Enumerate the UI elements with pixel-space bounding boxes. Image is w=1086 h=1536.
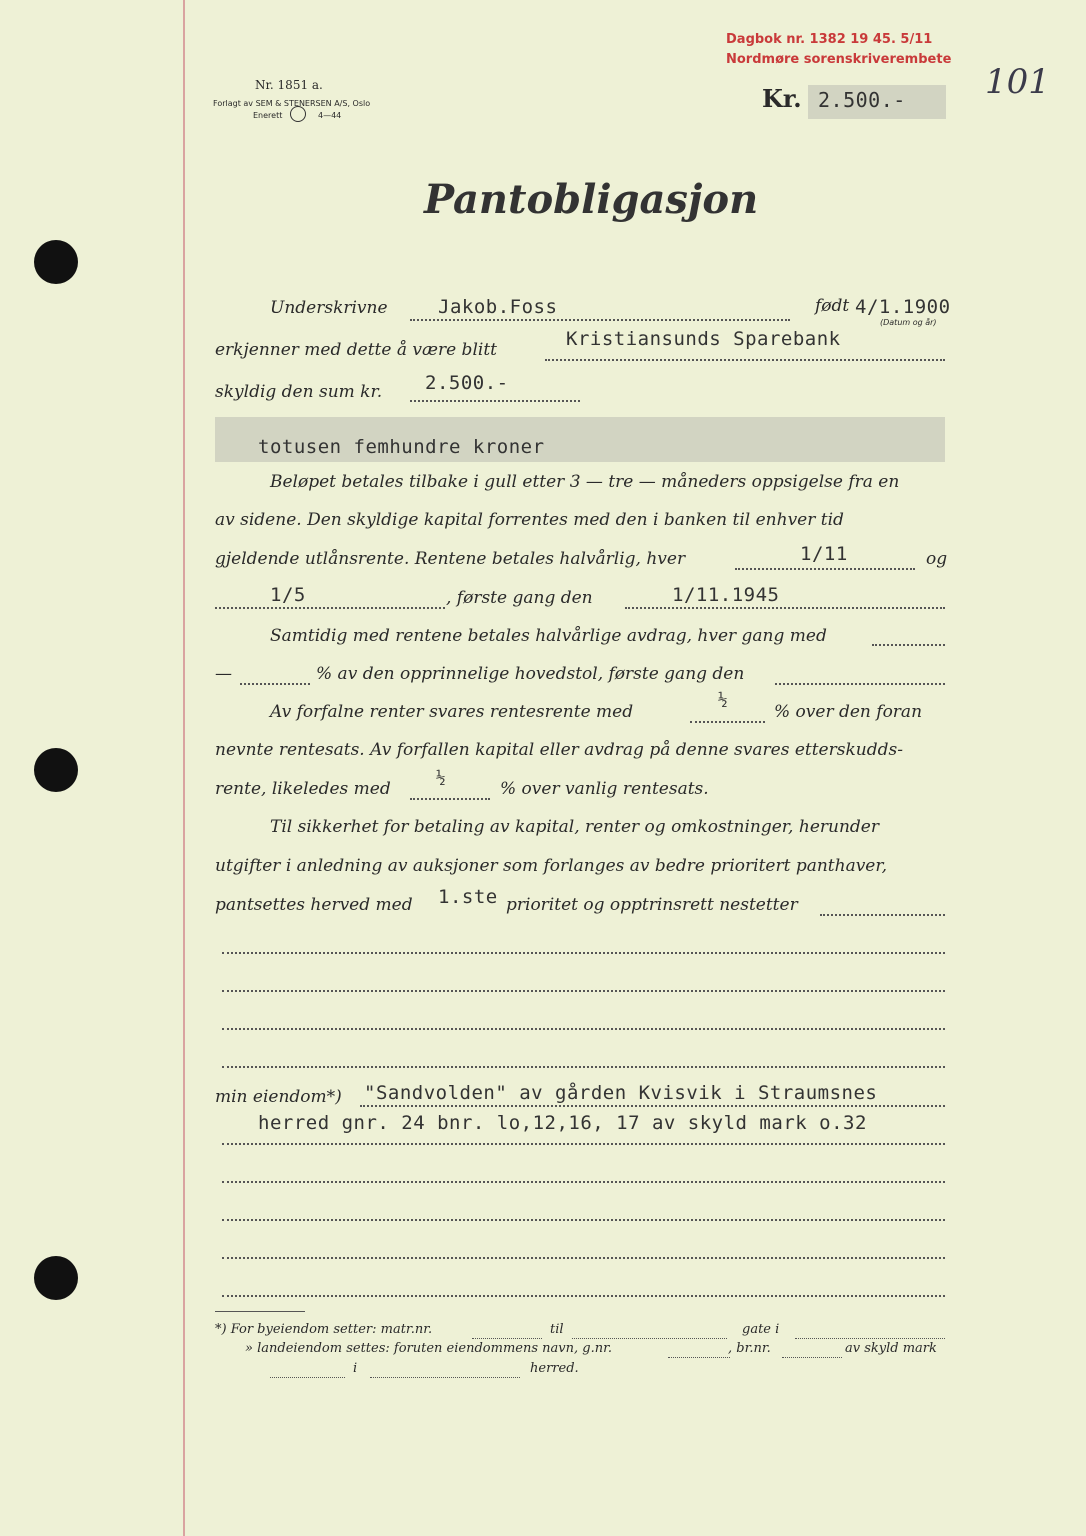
punch-hole [34,240,78,284]
kr-label: Kr. [762,84,802,113]
footnote-line: » landeiendom settes: foruten eiendommens navn, g.nr. [245,1341,612,1356]
publisher-line: Forlagt av SEM & STENERSEN A/S, Oslo [213,99,371,108]
dotted-fill [795,1337,945,1339]
dotted-fill [360,1104,945,1107]
folio-number: 101 [985,62,1050,102]
footnote-line: i [353,1361,358,1376]
text-line: pantsettes herved med [215,895,413,915]
dotted-fill [690,720,765,723]
creditor-name: Kristiansunds Sparebank [566,328,841,350]
text-line: % over vanlig rentesats. [500,779,709,799]
text-line: av sidene. Den skyldige kapital forrentes med den i banken til enhver tid [215,510,844,530]
dotted-fill [820,913,945,916]
dotted-fill [410,399,580,402]
interest-date: 1/11 [800,543,848,565]
sum-amount: 2.500.- [425,372,509,394]
penalty-rate: ½ [718,690,729,709]
amount-words: totusen femhundre kroner [258,436,545,458]
born-label: født [815,296,850,316]
dotted-fill [222,989,945,992]
born-hint: (Datum og år) [880,318,937,327]
dotted-fill [668,1356,730,1358]
property-line-1: "Sandvolden" av gården Kvisvik i Straumsnes [364,1082,878,1104]
text-line: prioritet og opptrinsrett nestetter [506,895,798,915]
dotted-fill [222,1256,945,1259]
court-stamp: Nordmøre sorenskriverembete [726,52,952,67]
late-rate: ½ [436,768,447,787]
footnote-rule [215,1311,305,1312]
footnote-line: til [550,1322,564,1337]
dotted-fill [222,1218,945,1221]
text-line: — [215,664,232,684]
document-title: Pantobligasjon [424,176,759,223]
text-line: Beløpet betales tilbake i gull etter 3 — tre — måneders oppsigelse fra en [270,472,900,492]
text-line: % av den opprinnelige hovedstol, første gang den [316,664,745,684]
dotted-fill [270,1376,345,1378]
dotted-fill [222,1065,945,1068]
text-line: % over den foran [774,702,923,722]
first-date: 1/11.1945 [672,584,780,606]
erkjenner-label: erkjenner med dette å være blitt [215,340,497,360]
interest-date-2: 1/5 [270,584,306,606]
footnote-line: *) For byeiendom setter: matr.nr. [215,1322,433,1337]
punch-hole [34,748,78,792]
publisher-logo-icon [290,106,306,122]
dotted-fill [782,1356,842,1358]
dotted-fill [222,1294,945,1297]
born-date: 4/1.1900 [855,296,951,318]
property-label: min eiendom*) [215,1087,342,1107]
red-margin-line [183,0,185,1536]
journal-stamp: Dagbok nr. 1382 19 45. 5/11 [726,32,933,47]
debtor-name: Jakob.Foss [438,296,558,318]
text-line: nevnte rentesats. Av forfallen kapital eller avdrag på denne svares etterskudds- [215,740,903,760]
dotted-fill [775,682,945,685]
dotted-fill [625,606,945,609]
punch-hole [34,1256,78,1300]
footnote-line: gate i [742,1322,780,1337]
dotted-fill [215,606,445,609]
text-line: og [926,549,948,569]
dotted-fill [222,1142,945,1145]
dotted-fill [370,1376,520,1378]
form-number: Nr. 1851 a. [255,78,323,92]
dotted-fill [545,358,945,361]
kr-amount: 2.500.- [818,88,906,112]
dotted-fill [410,797,490,800]
text-line: , første gang den [446,588,593,608]
text-line: rente, likeledes med [215,779,391,799]
dotted-fill [572,1337,727,1339]
undersk-label: Underskrivne [270,298,388,318]
publisher-enerett: Enerett [253,111,283,120]
dotted-fill [222,1180,945,1183]
dotted-fill [872,643,945,646]
text-line: utgifter i anledning av auksjoner som forlanges av bedre prioritert panthaver, [215,856,888,876]
dotted-fill [222,1027,945,1030]
footnote-line: herred. [530,1361,579,1376]
text-line: Samtidig med rentene betales halvårlige avdrag, hver gang med [270,626,827,646]
priority-value: 1.ste [438,886,498,908]
footnote-line: , br.nr. [728,1341,771,1356]
text-line: gjeldende utlånsrente. Rentene betales halvårlig, hver [215,549,686,569]
dotted-fill [472,1337,542,1339]
footnote-line: av skyld mark [845,1341,937,1356]
property-line-2: herred gnr. 24 bnr. lo,12,16, 17 av skyld mark o.32 [258,1112,867,1134]
dotted-fill [240,682,310,685]
sum-label: skyldig den sum kr. [215,382,383,402]
dotted-fill [222,951,945,954]
publisher-date: 4—44 [318,111,342,120]
text-line: Til sikkerhet for betaling av kapital, renter og omkostninger, herunder [270,817,879,837]
dotted-fill [735,567,915,570]
dotted-fill [410,318,790,321]
text-line: Av forfalne renter svares rentesrente med [270,702,634,722]
